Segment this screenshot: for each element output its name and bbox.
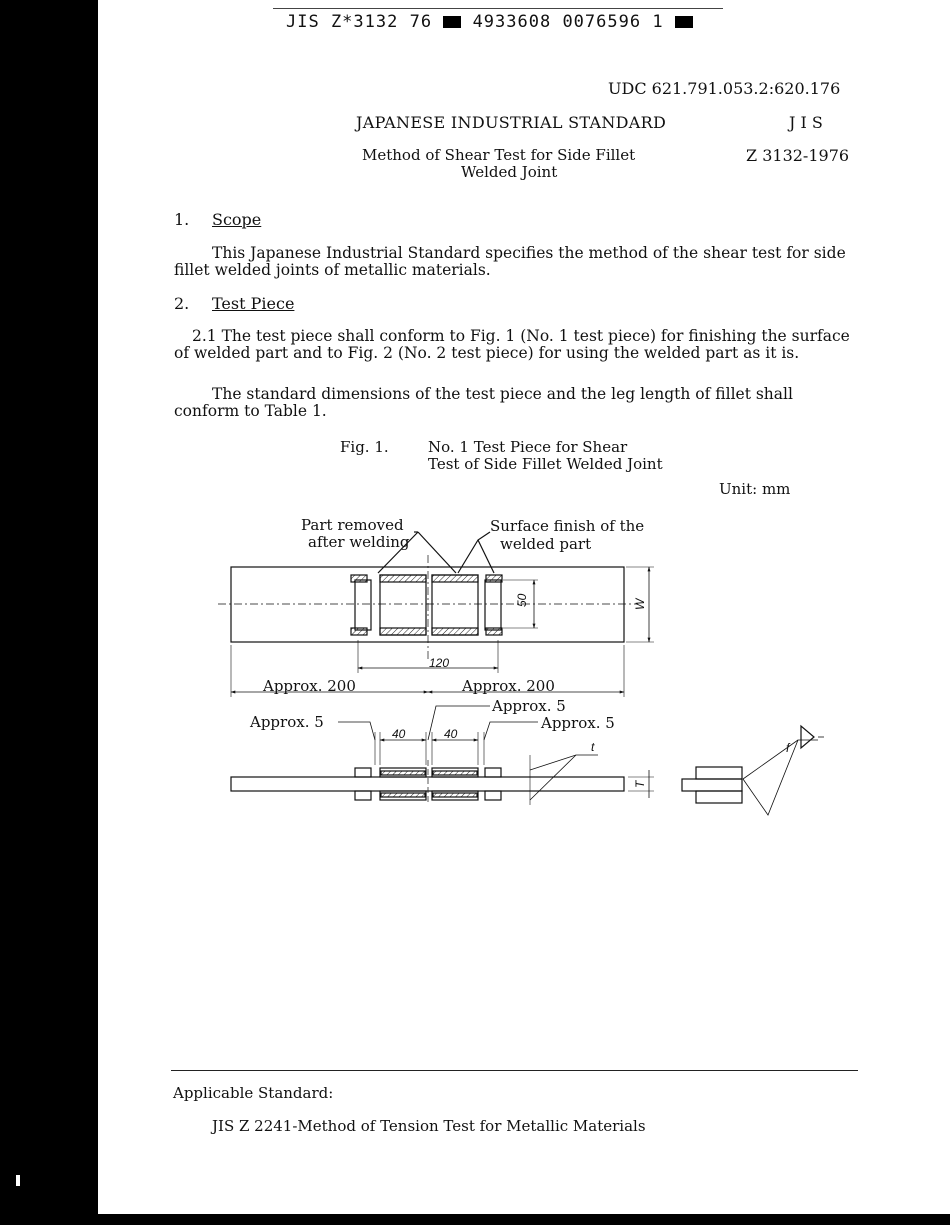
dim-approx-5-top: Approx. 5	[492, 697, 566, 715]
section-2-paragraph-2: The standard dimensions of the test piece and the leg length of fillet shall conform to Table 1.	[174, 385, 793, 420]
figure-label: Fig. 1.	[340, 438, 389, 456]
standard-number: Z 3132-1976	[746, 146, 850, 165]
title-line-2: Welded Joint	[461, 163, 558, 181]
left-tab	[355, 580, 371, 630]
section-1-number: 1.	[174, 210, 190, 229]
footer-rule	[171, 1070, 858, 1071]
section-1-text: This Japanese Industrial Standard specifies the method of the shear test for side fillet welded joints of metallic materials.	[174, 244, 846, 279]
dim-f: f	[786, 741, 790, 755]
dim-40-left: 40	[392, 727, 406, 741]
section-2-paragraph-1: 2.1 The test piece shall conform to Fig. 1 (No. 1 test piece) for finishing the surface of welded part and to Fig. 2 (No. 2 test piece) for using the welded part as it is.	[174, 327, 850, 362]
cover-plate-left	[380, 575, 426, 635]
dim-approx-200-right: Approx. 200	[462, 677, 555, 695]
weld-top-left	[380, 575, 426, 582]
dim-50: 50	[515, 593, 529, 607]
scan-mark	[16, 1175, 20, 1186]
plate-plan	[231, 567, 624, 642]
udc-number: UDC 621.791.053.2:620.176	[608, 79, 841, 98]
label-part-removed-2: after welding	[308, 533, 410, 551]
figure-caption-2: Test of Side Fillet Welded Joint	[428, 455, 663, 473]
cover-plate-right	[432, 575, 478, 635]
label-part-removed-1: Part removed	[301, 516, 404, 534]
applicable-standard-reference: JIS Z 2241-Method of Tension Test for Metallic Materials	[212, 1117, 646, 1135]
weld-tab-tr	[486, 575, 502, 582]
weld-symbol	[801, 726, 814, 748]
jis-mark: J I S	[789, 113, 823, 132]
leader-surface-2	[478, 540, 494, 573]
weld-tab-bl	[351, 628, 367, 635]
plate-elevation	[231, 777, 624, 791]
label-surface-finish-1: Surface finish of the	[490, 517, 645, 535]
detail-plate	[682, 779, 742, 791]
header-code-middle: 4933608 0076596 1	[472, 12, 664, 32]
dim-t: t	[591, 740, 595, 754]
header-code-left: JIS Z*3132 76	[286, 12, 433, 32]
label-surface-finish-2: welded part	[500, 535, 592, 553]
dim-approx-5-right: Approx. 5	[541, 714, 615, 732]
document-page	[98, 0, 950, 1214]
section-1-title: Scope	[212, 210, 262, 229]
detail-cover-top	[696, 767, 742, 779]
plan-view	[218, 532, 654, 697]
dim-40-right: 40	[444, 727, 458, 741]
dim-T: T	[633, 780, 647, 788]
dim-120: 120	[429, 656, 450, 670]
weld-bottom-left	[380, 628, 426, 635]
right-tab	[485, 580, 501, 630]
title-line-1: Method of Shear Test for Side Fillet	[362, 146, 636, 164]
section-2-title: Test Piece	[212, 294, 295, 313]
detail-cover-bottom	[696, 791, 742, 803]
applicable-standard-heading: Applicable Standard:	[173, 1084, 334, 1102]
dim-w: W	[633, 598, 647, 610]
standard-name: JAPANESE INDUSTRIAL STANDARD	[356, 113, 667, 132]
figure-unit: Unit: mm	[719, 480, 791, 498]
figure-caption-1: No. 1 Test Piece for Shear	[428, 438, 628, 456]
weld-bottom-right	[432, 628, 478, 635]
dim-approx-200-left: Approx. 200	[263, 677, 356, 695]
test-piece-drawing	[98, 0, 950, 860]
weld-top-right	[432, 575, 478, 582]
weld-tab-tl	[351, 575, 367, 582]
weld-tab-br	[486, 628, 502, 635]
section-2-number: 2.	[174, 294, 190, 313]
dim-approx-5-left: Approx. 5	[250, 713, 324, 731]
